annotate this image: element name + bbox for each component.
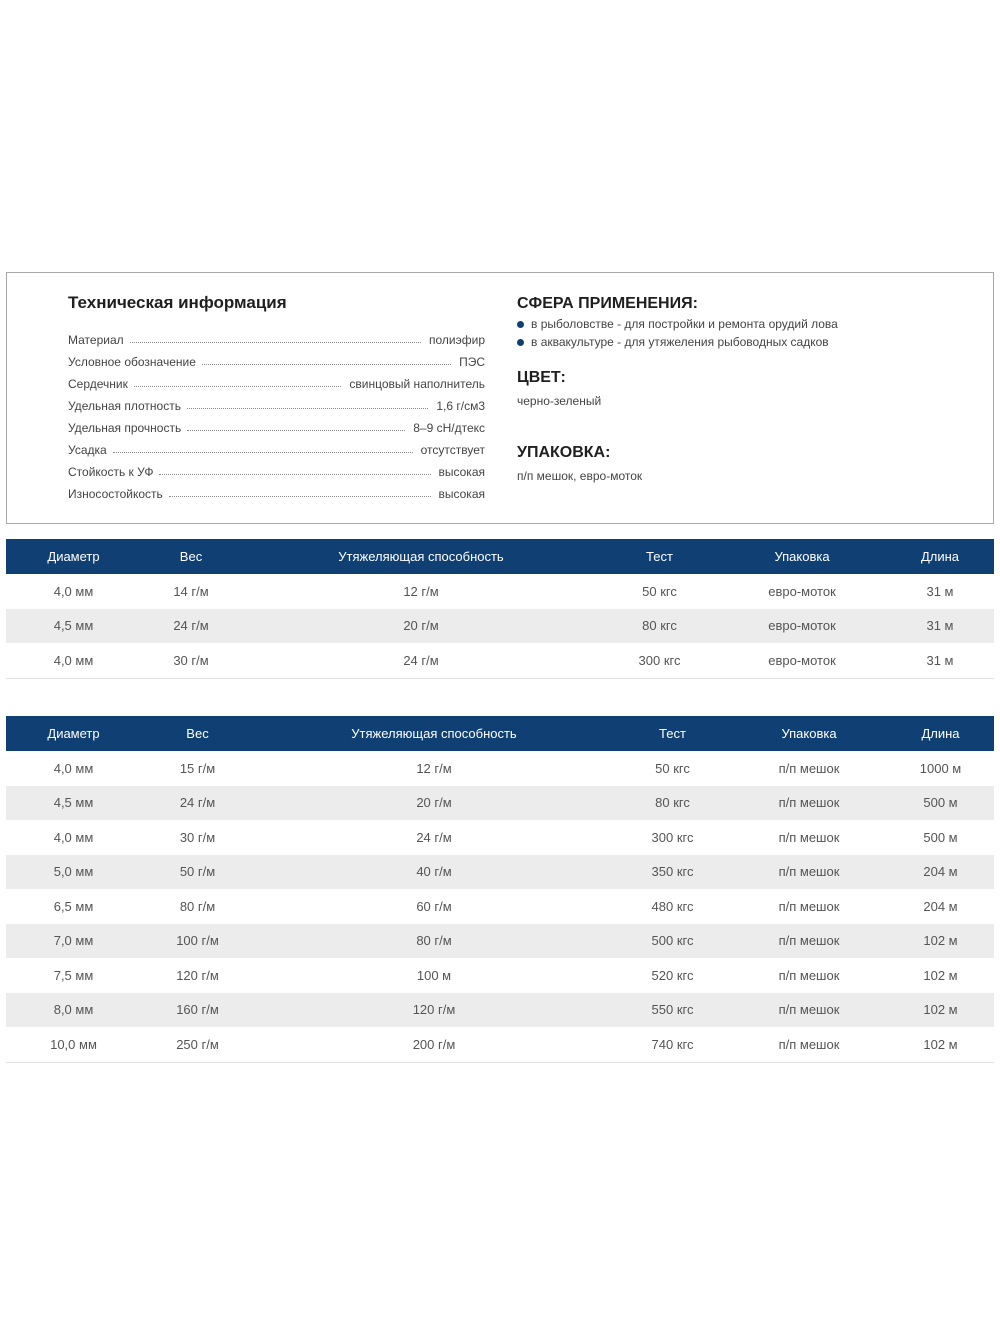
table-cell: п/п мешок — [731, 958, 887, 993]
scope-item — [517, 333, 977, 351]
table-row — [6, 889, 994, 924]
color-title: ЦВЕТ: — [517, 369, 566, 386]
header-weight: Вес — [141, 716, 254, 751]
table-cell: 102 м — [887, 958, 994, 993]
spec-value: отсутствует — [420, 443, 485, 457]
header-length: Длина — [886, 539, 994, 574]
table-row — [6, 924, 994, 959]
table-cell: 31 м — [886, 609, 994, 644]
table-cell: 80 кгс — [614, 786, 731, 821]
table-cell: евро-моток — [718, 609, 886, 644]
table-cell: евро-моток — [718, 643, 886, 678]
tech-info-title: Техническая информация — [68, 293, 287, 312]
header-packaging: Упаковка — [731, 716, 887, 751]
header-diameter: Диаметр — [6, 539, 141, 574]
table-header-row — [6, 539, 994, 574]
table-header-row — [6, 716, 994, 751]
table-cell: 5,0 мм — [6, 855, 141, 890]
spec-value: высокая — [438, 487, 485, 501]
table-row — [6, 751, 994, 786]
spec-label: Удельная прочность — [68, 421, 182, 435]
table-cell: 4,0 мм — [6, 820, 141, 855]
spec-row-core — [68, 369, 485, 391]
table-cell: 6,5 мм — [6, 889, 141, 924]
table-cell: 60 г/м — [254, 889, 614, 924]
table-cell: 4,5 мм — [6, 786, 141, 821]
table-row — [6, 1027, 994, 1062]
table-cell: 10,0 мм — [6, 1027, 141, 1062]
table-cell: п/п мешок — [731, 820, 887, 855]
table-cell: 80 г/м — [254, 924, 614, 959]
table-cell: 31 м — [886, 574, 994, 609]
header-weight: Вес — [141, 539, 241, 574]
table-cell: 30 г/м — [141, 820, 254, 855]
header-test: Тест — [601, 539, 718, 574]
table-cell: 12 г/м — [254, 751, 614, 786]
bullet-icon — [517, 321, 524, 328]
table-cell: 480 кгс — [614, 889, 731, 924]
table-cell: 300 кгс — [614, 820, 731, 855]
table-cell: 102 м — [887, 1027, 994, 1062]
spec-row-strength — [68, 413, 485, 435]
header-test: Тест — [614, 716, 731, 751]
spec-label: Материал — [68, 333, 124, 347]
color-value: черно-зеленый — [517, 394, 602, 408]
table-cell: 20 г/м — [254, 786, 614, 821]
table-cell: 100 м — [254, 958, 614, 993]
table-row — [6, 820, 994, 855]
application-section — [517, 293, 977, 485]
spec-leader-dots — [187, 408, 428, 409]
table-cell: 120 г/м — [254, 993, 614, 1028]
table-cell: п/п мешок — [731, 993, 887, 1028]
table-cell: 7,0 мм — [6, 924, 141, 959]
table-row — [6, 643, 994, 678]
spec-leader-dots — [187, 430, 405, 431]
table-cell: 4,0 мм — [6, 751, 141, 786]
spec-leader-dots — [159, 474, 430, 475]
table-cell: 500 м — [887, 786, 994, 821]
spec-row-material — [68, 325, 485, 347]
header-packaging: Упаковка — [718, 539, 886, 574]
spec-label: Удельная плотность — [68, 399, 181, 413]
table-cell: 24 г/м — [241, 643, 601, 678]
spec-value: свинцовый наполнитель — [349, 377, 485, 391]
scope-item-text: в рыболовстве - для постройки и ремонта орудий лова — [531, 317, 838, 331]
spec-label: Стойкость к УФ — [68, 465, 154, 479]
scope-title: СФЕРА ПРИМЕНЕНИЯ: — [517, 295, 698, 312]
tech-info-section — [68, 293, 485, 501]
table-cell: 160 г/м — [141, 993, 254, 1028]
table-row — [6, 958, 994, 993]
table-cell: 102 м — [887, 924, 994, 959]
table-row — [6, 786, 994, 821]
table-cell: 120 г/м — [141, 958, 254, 993]
table-cell: 4,5 мм — [6, 609, 141, 644]
table-cell: 4,0 мм — [6, 574, 141, 609]
table-cell: 200 г/м — [254, 1027, 614, 1062]
table-cell: 550 кгс — [614, 993, 731, 1028]
header-load-capacity: Утяжеляющая способность — [254, 716, 614, 751]
table-cell: 50 кгс — [601, 574, 718, 609]
spec-leader-dots — [113, 452, 413, 453]
spec-row-shrinkage — [68, 435, 485, 457]
table-cell: 80 г/м — [141, 889, 254, 924]
table-cell: 8,0 мм — [6, 993, 141, 1028]
table-cell: 14 г/м — [141, 574, 241, 609]
table-row — [6, 609, 994, 644]
packaging-value: п/п мешок, евро-моток — [517, 469, 643, 483]
header-diameter: Диаметр — [6, 716, 141, 751]
spec-row-uv — [68, 457, 485, 479]
table-cell: п/п мешок — [731, 786, 887, 821]
table-row — [6, 855, 994, 890]
table-cell: 100 г/м — [141, 924, 254, 959]
table-cell: 1000 м — [887, 751, 994, 786]
table-cell: 50 кгс — [614, 751, 731, 786]
header-load-capacity: Утяжеляющая способность — [241, 539, 601, 574]
spec-label: Износостойкость — [68, 487, 163, 501]
spec-value: высокая — [438, 465, 485, 479]
table-cell: п/п мешок — [731, 924, 887, 959]
spec-leader-dots — [134, 386, 342, 387]
table-cell: 740 кгс — [614, 1027, 731, 1062]
table-row — [6, 993, 994, 1028]
table-cell: 15 г/м — [141, 751, 254, 786]
table-cell: 24 г/м — [141, 609, 241, 644]
spec-row-density — [68, 391, 485, 413]
table-cell: 20 г/м — [241, 609, 601, 644]
table-cell: евро-моток — [718, 574, 886, 609]
table-cell: п/п мешок — [731, 889, 887, 924]
product-table-bag — [6, 716, 994, 1063]
header-length: Длина — [887, 716, 994, 751]
packaging-title: УПАКОВКА: — [517, 444, 611, 461]
table-cell: 250 г/м — [141, 1027, 254, 1062]
table-cell: 7,5 мм — [6, 958, 141, 993]
table-cell: 204 м — [887, 855, 994, 890]
table-cell: 30 г/м — [141, 643, 241, 678]
info-panel — [6, 272, 994, 524]
table-cell: 50 г/м — [141, 855, 254, 890]
spec-value: полиэфир — [429, 333, 485, 347]
table-cell: 300 кгс — [601, 643, 718, 678]
table-cell: 40 г/м — [254, 855, 614, 890]
spec-value: 8–9 сН/дтекс — [413, 421, 485, 435]
table-cell: 24 г/м — [141, 786, 254, 821]
spec-label: Условное обозначение — [68, 355, 196, 369]
spec-leader-dots — [130, 342, 421, 343]
table-cell: 520 кгс — [614, 958, 731, 993]
spec-row-wear — [68, 479, 485, 501]
table-row — [6, 574, 994, 609]
product-table-euro — [6, 539, 994, 679]
spec-label: Сердечник — [68, 377, 128, 391]
table-cell: 500 м — [887, 820, 994, 855]
table-cell: п/п мешок — [731, 855, 887, 890]
spec-leader-dots — [169, 496, 431, 497]
table-cell: 4,0 мм — [6, 643, 141, 678]
spec-label: Усадка — [68, 443, 107, 457]
table-cell: 24 г/м — [254, 820, 614, 855]
table-cell: 80 кгс — [601, 609, 718, 644]
table-cell: п/п мешок — [731, 751, 887, 786]
table-cell: 31 м — [886, 643, 994, 678]
table-cell: 350 кгс — [614, 855, 731, 890]
table-cell: 500 кгс — [614, 924, 731, 959]
table-cell: 12 г/м — [241, 574, 601, 609]
scope-item — [517, 315, 977, 333]
spec-leader-dots — [202, 364, 451, 365]
table-cell: 204 м — [887, 889, 994, 924]
spec-value: 1,6 г/см3 — [436, 399, 485, 413]
scope-item-text: в аквакультуре - для утяжеления рыбоводных садков — [531, 335, 829, 349]
spec-row-designation — [68, 347, 485, 369]
spec-value: ПЭС — [459, 355, 485, 369]
bullet-icon — [517, 339, 524, 346]
table-cell: 102 м — [887, 993, 994, 1028]
table-cell: п/п мешок — [731, 1027, 887, 1062]
